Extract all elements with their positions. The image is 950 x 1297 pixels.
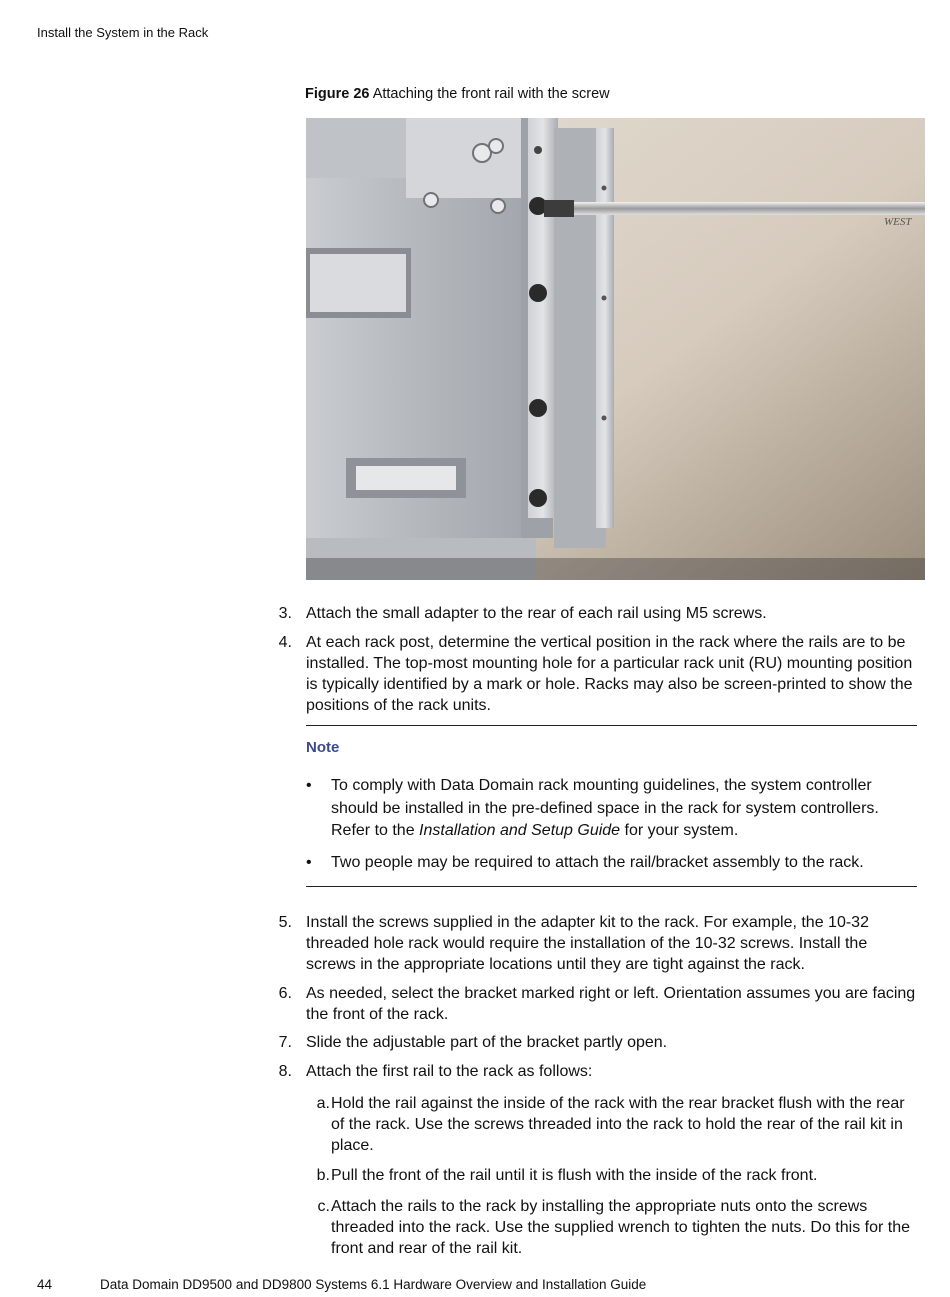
note-title: Note xyxy=(306,739,340,756)
step-text: Install the screws supplied in the adapter kit to the rack. For example, the 10-32 threaded hole rack would require the installation of the 10-32 screws. Install the screws in the appropriate locations until they are tight against the rack. xyxy=(306,914,869,973)
note-bullet-2 xyxy=(306,852,918,876)
substep-a xyxy=(306,1093,920,1157)
substep-letter: c. xyxy=(317,1198,330,1215)
step-text: Attach the small adapter to the rear of each rail using M5 screws. xyxy=(306,605,767,622)
step-7 xyxy=(270,1032,920,1054)
step-text: At each rack post, determine the vertical position in the rack where the rails are to be installed. The top-most mounting hole for a particular rack unit (RU) mounting position is typically identified by a mark or hole. Racks may also be screen-printed to show the positions of the rack units. xyxy=(306,634,913,714)
step-number: 8. xyxy=(278,1063,292,1080)
step-5 xyxy=(270,912,920,976)
bullet-text: Two people may be required to attach the rail/bracket assembly to the rack. xyxy=(331,854,864,871)
note-bullet-1 xyxy=(306,775,918,845)
footer-doc-title: Data Domain DD9500 and DD9800 Systems 6.1 Hardware Overview and Installation Guide xyxy=(100,1277,647,1292)
figure-caption-text: Attaching the front rail with the screw xyxy=(372,86,610,102)
substep-text: Pull the front of the rail until it is flush with the inside of the rack front. xyxy=(331,1167,818,1184)
figure-photo xyxy=(306,118,925,580)
step-number: 7. xyxy=(278,1034,292,1051)
step-3 xyxy=(270,603,920,625)
screwdriver-label: WEST xyxy=(884,216,912,228)
step-number: 3. xyxy=(278,605,292,622)
step-number: 4. xyxy=(278,634,292,651)
step-number: 5. xyxy=(278,914,292,931)
substep-letter: a. xyxy=(316,1095,330,1112)
figure-number: Figure 26 xyxy=(305,86,370,102)
running-header: Install the System in the Rack xyxy=(37,25,209,40)
substep-c xyxy=(306,1196,920,1260)
figure-caption xyxy=(305,86,610,102)
substep-text: Hold the rail against the inside of the rack with the rear bracket flush with the rear of the rack. Use the screws threaded into the rack to hold the rear of the rail kit in place. xyxy=(331,1095,905,1154)
step-text: Attach the first rail to the rack as follows: xyxy=(306,1063,593,1080)
bullet-dot: • xyxy=(306,854,312,871)
substep-letter: b. xyxy=(316,1167,330,1184)
substep-text: Attach the rails to the rack by installing the appropriate nuts onto the screws threaded into the rack. Use the supplied wrench to tighten the nuts. Do this for the front and rear of the rail kit. xyxy=(331,1198,911,1257)
step-4 xyxy=(270,632,920,718)
substep-b xyxy=(306,1165,920,1187)
step-number: 6. xyxy=(278,985,292,1002)
step-text: Slide the adjustable part of the bracket partly open. xyxy=(306,1034,668,1051)
step-6 xyxy=(270,983,920,1027)
bullet-text: To comply with Data Domain rack mounting guidelines, the system controller should be installed in the pre-defined space in the rack for system controllers. Refer to the Installation and Setup Guide for your system. xyxy=(331,777,879,839)
bullet-dot: • xyxy=(306,777,312,794)
step-8 xyxy=(270,1061,920,1083)
guide-title: Installation and Setup Guide xyxy=(419,822,621,839)
step-text: As needed, select the bracket marked right or left. Orientation assumes you are facing the front of the rack. xyxy=(306,985,916,1023)
note-top-rule xyxy=(306,725,917,726)
page-number: 44 xyxy=(37,1277,53,1292)
note-bottom-rule xyxy=(306,886,917,887)
